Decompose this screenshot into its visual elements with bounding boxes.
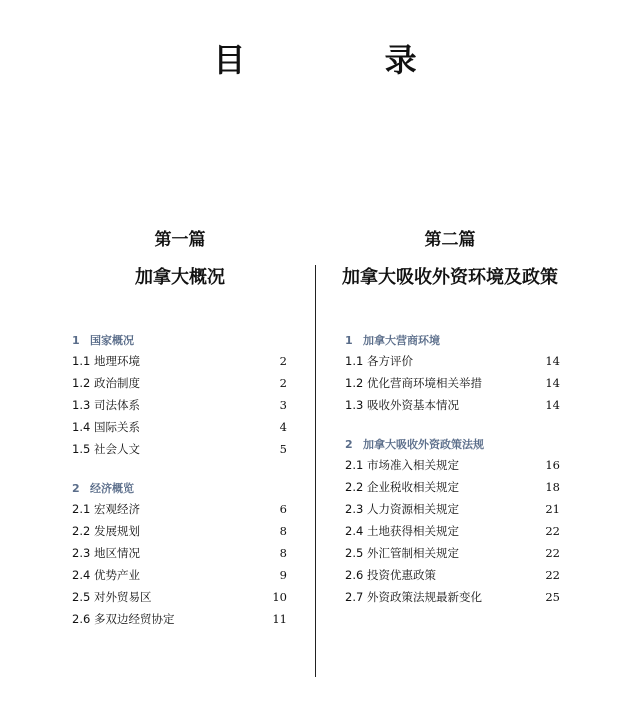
entry-number: 2.1 bbox=[72, 502, 91, 516]
entry-label: 宏观经济 bbox=[93, 502, 140, 516]
entry-label: 国际关系 bbox=[93, 420, 140, 434]
entry-number: 1.2 bbox=[345, 376, 364, 390]
entry-number: 2.3 bbox=[345, 502, 364, 516]
entry-number: 2.6 bbox=[345, 568, 364, 582]
entry-number: 1.4 bbox=[72, 420, 91, 434]
toc-entry[interactable] bbox=[345, 498, 560, 520]
entry-page: 22 bbox=[545, 524, 560, 538]
entry-label: 司法体系 bbox=[93, 398, 140, 412]
toc-entry[interactable] bbox=[345, 586, 560, 608]
entry-label: 多双边经贸协定 bbox=[93, 612, 175, 626]
entry-page: 25 bbox=[545, 590, 560, 604]
entry-number: 2.1 bbox=[345, 458, 364, 472]
entry-page: 8 bbox=[279, 524, 287, 538]
part2-label: 第二篇 bbox=[424, 230, 476, 250]
page-title: 目 录 bbox=[213, 41, 481, 79]
toc-entry[interactable] bbox=[72, 416, 287, 438]
entry-number: 1.5 bbox=[72, 442, 91, 456]
part1-heading bbox=[60, 228, 300, 290]
column-divider bbox=[315, 265, 316, 677]
entry-page: 14 bbox=[545, 398, 560, 412]
entry-label: 企业税收相关规定 bbox=[366, 480, 459, 494]
toc-entry[interactable] bbox=[72, 372, 287, 394]
entry-page: 16 bbox=[545, 458, 560, 472]
section-title: 国家概况 bbox=[90, 334, 134, 347]
toc-entry[interactable] bbox=[72, 350, 287, 372]
entry-page: 22 bbox=[545, 568, 560, 582]
entry-number: 2.6 bbox=[72, 612, 91, 626]
entry-label: 对外贸易区 bbox=[93, 590, 152, 604]
entry-number: 1.3 bbox=[345, 398, 364, 412]
toc-section-heading bbox=[72, 480, 287, 498]
entry-number: 1.2 bbox=[72, 376, 91, 390]
entry-label: 投资优惠政策 bbox=[366, 568, 436, 582]
part1-toc bbox=[72, 332, 287, 630]
section-title: 经济概览 bbox=[90, 482, 134, 495]
entry-number: 2.5 bbox=[345, 546, 364, 560]
entry-number: 2.4 bbox=[345, 524, 364, 538]
toc-entry[interactable] bbox=[72, 564, 287, 586]
toc-entry[interactable] bbox=[345, 542, 560, 564]
entry-page: 4 bbox=[279, 420, 287, 434]
entry-label: 优化营商环境相关举措 bbox=[366, 376, 482, 390]
toc-section-heading bbox=[345, 332, 560, 350]
entry-page: 10 bbox=[272, 590, 287, 604]
entry-label: 外汇管制相关规定 bbox=[366, 546, 459, 560]
toc-entry[interactable] bbox=[345, 520, 560, 542]
entry-label: 各方评价 bbox=[366, 354, 413, 368]
toc-section-heading bbox=[72, 332, 287, 350]
entry-label: 地区情况 bbox=[93, 546, 140, 560]
toc-section-heading bbox=[345, 436, 560, 454]
entry-page: 21 bbox=[545, 502, 560, 516]
entry-number: 1.3 bbox=[72, 398, 91, 412]
part2-title: 加拿大吸收外资环境及政策 bbox=[342, 267, 558, 288]
entry-page: 18 bbox=[545, 480, 560, 494]
part1-label: 第一篇 bbox=[154, 230, 206, 250]
entry-page: 8 bbox=[279, 546, 287, 560]
section-title: 加拿大营商环境 bbox=[363, 334, 440, 347]
section-number: 2 bbox=[345, 438, 353, 451]
entry-page: 9 bbox=[279, 568, 287, 582]
toc-entry[interactable] bbox=[345, 372, 560, 394]
entry-label: 政治制度 bbox=[93, 376, 140, 390]
entry-page: 14 bbox=[545, 376, 560, 390]
section-number: 1 bbox=[72, 334, 80, 347]
entry-label: 外资政策法规最新变化 bbox=[366, 590, 482, 604]
entry-number: 2.3 bbox=[72, 546, 91, 560]
toc-entry[interactable] bbox=[72, 586, 287, 608]
toc-entry[interactable] bbox=[345, 394, 560, 416]
toc-entry[interactable] bbox=[345, 350, 560, 372]
toc-entry[interactable] bbox=[72, 520, 287, 542]
entry-label: 优势产业 bbox=[93, 568, 140, 582]
entry-page: 22 bbox=[545, 546, 560, 560]
section-number: 2 bbox=[72, 482, 80, 495]
toc-entry[interactable] bbox=[72, 394, 287, 416]
entry-label: 土地获得相关规定 bbox=[366, 524, 459, 538]
entry-number: 1.1 bbox=[345, 354, 364, 368]
entry-page: 14 bbox=[545, 354, 560, 368]
entry-page: 2 bbox=[279, 354, 287, 368]
part2-toc bbox=[345, 332, 560, 608]
toc-entry[interactable] bbox=[345, 564, 560, 586]
entry-number: 2.4 bbox=[72, 568, 91, 582]
entry-page: 5 bbox=[279, 442, 287, 456]
part1-title: 加拿大概况 bbox=[135, 267, 225, 288]
entry-number: 2.2 bbox=[72, 524, 91, 538]
entry-page: 3 bbox=[279, 398, 287, 412]
toc-entry[interactable] bbox=[72, 438, 287, 460]
entry-number: 2.5 bbox=[72, 590, 91, 604]
section-title: 加拿大吸收外资政策法规 bbox=[363, 438, 484, 451]
section-number: 1 bbox=[345, 334, 353, 347]
entry-page: 2 bbox=[279, 376, 287, 390]
entry-number: 2.7 bbox=[345, 590, 364, 604]
toc-entry[interactable] bbox=[72, 498, 287, 520]
toc-entry[interactable] bbox=[345, 476, 560, 498]
entry-page: 6 bbox=[279, 502, 287, 516]
toc-entry[interactable] bbox=[345, 454, 560, 476]
entry-label: 市场准入相关规定 bbox=[366, 458, 459, 472]
entry-label: 地理环境 bbox=[93, 354, 140, 368]
entry-number: 1.1 bbox=[72, 354, 91, 368]
entry-label: 社会人文 bbox=[93, 442, 140, 456]
entry-label: 吸收外资基本情况 bbox=[366, 398, 459, 412]
entry-page: 11 bbox=[272, 612, 287, 626]
toc-entry[interactable] bbox=[72, 608, 287, 630]
toc-entry[interactable] bbox=[72, 542, 287, 564]
entry-label: 人力资源相关规定 bbox=[366, 502, 459, 516]
part2-heading bbox=[328, 228, 572, 290]
entry-number: 2.2 bbox=[345, 480, 364, 494]
entry-label: 发展规划 bbox=[93, 524, 140, 538]
